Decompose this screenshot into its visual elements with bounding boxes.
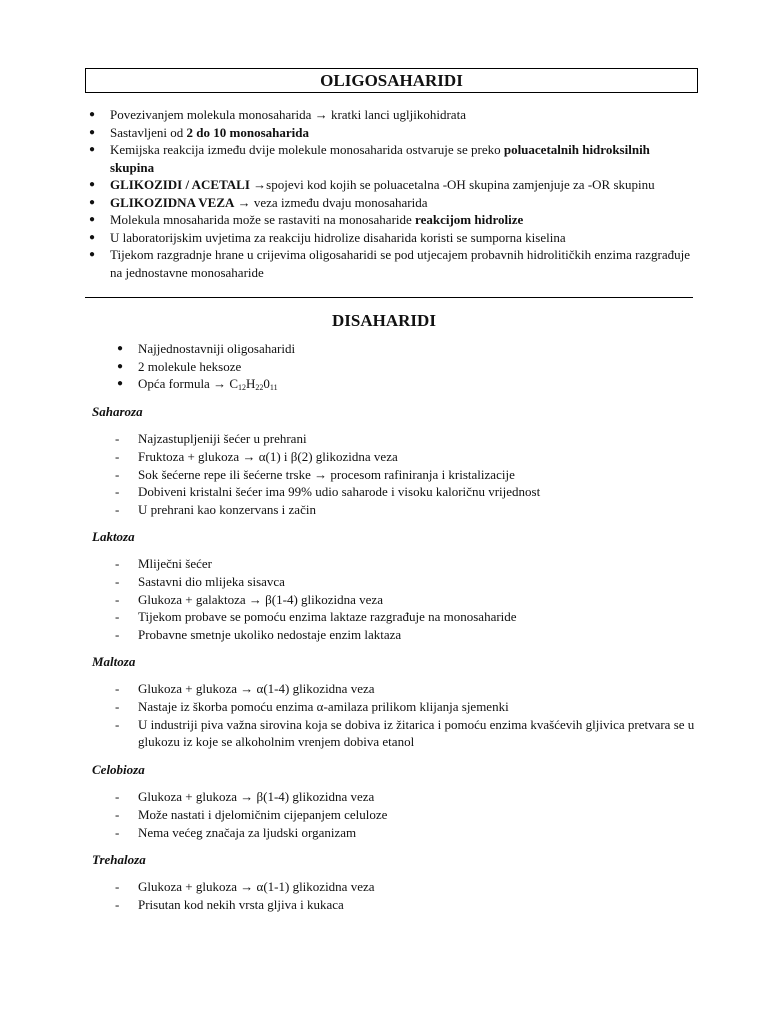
subheading-trehaloza: Trehaloza	[92, 852, 146, 867]
list-item: ● Najjednostavniji oligosaharidi	[117, 341, 296, 356]
list-item: - Mliječni šećer	[115, 556, 212, 571]
list-item: ● Opća formula → $C_{12}H_{22}0_{11}$	[117, 376, 278, 392]
list-item: ● Povezivanjem molekula monosaharida → kratki lanci ugljikohidrata	[89, 107, 466, 122]
list-item: - Glukoza + glukoza → α(1-1) glikozidna veza	[115, 879, 375, 894]
list-item: - Nema većeg značaja za ljudski organizam	[115, 824, 357, 840]
list-item: - U prehrani kao konzervans i začin	[115, 502, 316, 518]
section-title: DISAHARIDI	[332, 311, 436, 330]
divider	[85, 297, 693, 298]
list-item: - Probavne smetnje ukoliko nedostaje enzim laktaza	[115, 627, 402, 643]
list-item: ● U laboratorijskim uvjetima za reakciju hidrolize disaharida koristi se sumporna kiselina	[89, 229, 566, 245]
celobioza-list	[115, 788, 698, 841]
page-title: OLIGOSAHARIDI	[85, 68, 698, 93]
list-item: ● 2 molekule heksoze	[117, 358, 242, 374]
maltoza-list	[115, 680, 698, 751]
list-item: - Glukoza + glukoza → β(1-4) glikozidna veza	[115, 789, 375, 804]
oligosaharidi-list	[89, 106, 695, 281]
subheading-maltoza: Maltoza	[92, 654, 136, 669]
list-item: ● Sastavljeni od 2 do 10 monosaharida	[89, 124, 309, 140]
list-item: - Glukoza + glukoza → α(1-4) glikozidna veza	[115, 681, 375, 696]
list-item: - Sok šećerne repe ili šećerne trske → procesom rafiniranja i kristalizacije	[115, 466, 515, 482]
list-item: - Nastaje iz škorba pomoću enzima α-amilaza prilikom klijanja sjemenki	[115, 698, 509, 714]
list-item: ● Kemijska reakcija između dvije molekule monosaharida ostvaruje se preko poluacetalnih hidroksilnih skupina	[89, 142, 650, 175]
list-item: - Dobiveni kristalni šećer ima 99% udio saharode i visoku kaloričnu vrijednost	[115, 484, 541, 500]
subheading-laktoza: Laktoza	[92, 529, 135, 544]
list-item: ● GLIKOZIDI / ACETALI →spojevi kod kojih se poluacetalna -OH skupina zamjenjuje za -OR skupinu	[89, 177, 655, 192]
list-item: ● GLIKOZIDNA VEZA → veza između dvaju monosaharida	[89, 194, 428, 210]
list-item: - Sastavni dio mlijeka sisavca	[115, 573, 285, 589]
subheading-celobioza: Celobioza	[92, 762, 145, 777]
disaharidi-list	[117, 340, 538, 397]
list-item: - Prisutan kod nekih vrsta gljiva i kukaca	[115, 896, 344, 912]
trehaloza-list	[115, 878, 698, 914]
laktoza-list	[115, 555, 698, 644]
list-item: - Fruktoza + glukoza → α(1) i β(2) glikozidna veza	[115, 448, 398, 464]
list-item: - Može nastati i djelomičnim cijepanjem celuloze	[115, 806, 388, 822]
list-item: - Najzastupljeniji šećer u prehrani	[115, 431, 307, 446]
saharoza-list	[115, 430, 698, 519]
list-item: - Tijekom probave se pomoću enzima laktaze razgrađuje na monosaharide	[115, 609, 517, 625]
subheading-saharoza: Saharoza	[92, 404, 143, 419]
list-item: - Glukoza + galaktoza → β(1-4) glikozidna veza	[115, 591, 383, 607]
list-item: - U industriji piva važna sirovina koja se dobiva iz žitarica i pomoću enzima kvašćevih gljivica pretvara se u glukozu iz koje se alkoholnim vrenjem dobiva etanol	[115, 716, 695, 750]
list-item: ● Tijekom razgradnje hrane u crijevima oligosaharidi se pod utjecajem probavnih hidrolitičkih enzima razgrađuje na jednostavne monosaharide	[89, 247, 690, 280]
list-item: ● Molekula mnosaharida može se rastaviti na monosaharide reakcijom hidrolize	[89, 212, 524, 227]
